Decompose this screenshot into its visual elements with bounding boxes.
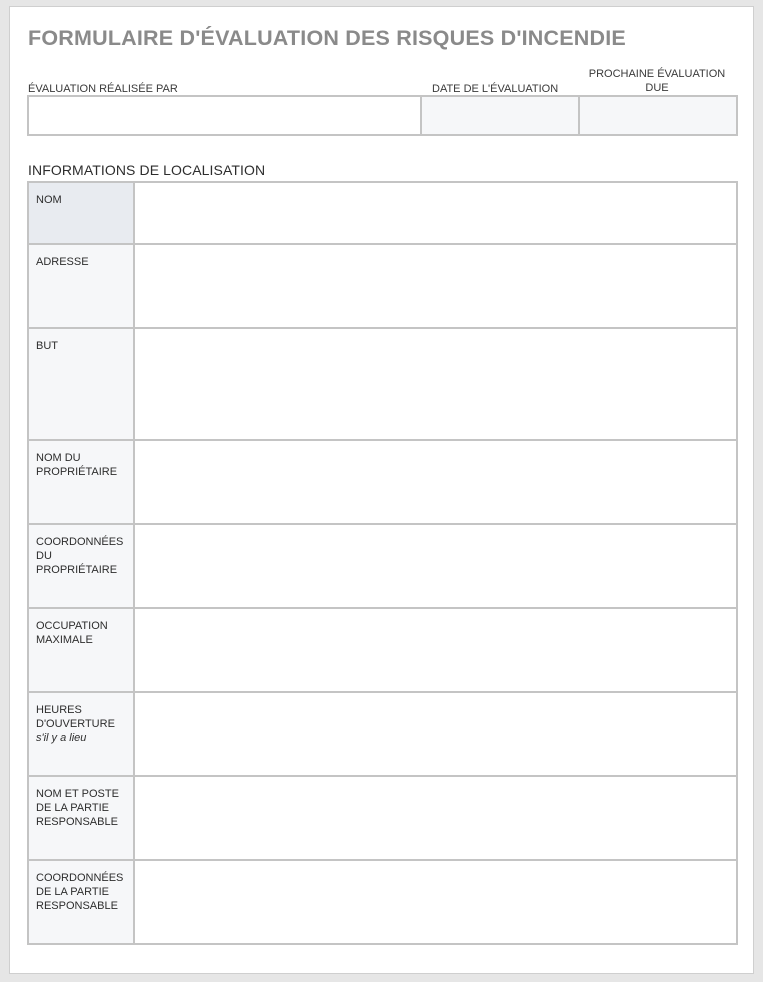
location-row-max-occupancy <box>29 607 736 691</box>
owner-contact-label: COORDONNÉES DU PROPRIÉTAIRE <box>29 525 135 607</box>
location-info-table <box>27 181 738 945</box>
evaluation-performed-by-field[interactable] <box>29 97 422 134</box>
location-purpose-label: BUT <box>29 329 135 439</box>
location-row-address <box>29 243 736 327</box>
max-occupancy-field[interactable] <box>135 609 736 691</box>
responsible-name-label: NOM ET POSTE DE LA PARTIE RESPONSABLE <box>29 777 135 859</box>
evaluation-date-field[interactable] <box>422 97 580 134</box>
location-name-field[interactable] <box>135 183 736 243</box>
opening-hours-label: HEURES D'OUVERTURE s'il y a lieu <box>29 693 135 775</box>
opening-hours-note: s'il y a lieu <box>36 732 87 744</box>
owner-name-field[interactable] <box>135 441 736 523</box>
owner-contact-field[interactable] <box>135 525 736 607</box>
location-address-field[interactable] <box>135 245 736 327</box>
evaluation-info-row <box>27 95 738 136</box>
max-occupancy-label: OCCUPATION MAXIMALE <box>29 609 135 691</box>
owner-name-label: NOM DU PROPRIÉTAIRE <box>29 441 135 523</box>
location-row-owner-contact <box>29 523 736 607</box>
location-row-name <box>29 183 736 243</box>
evaluation-date-label: DATE DE L'ÉVALUATION <box>432 83 559 95</box>
location-row-owner-name <box>29 439 736 523</box>
next-evaluation-due-label: PROCHAINE ÉVALUATION DUE <box>588 68 726 94</box>
responsible-contact-label: COORDONNÉES DE LA PARTIE RESPONSABLE <box>29 861 135 943</box>
form-title: FORMULAIRE D'ÉVALUATION DES RISQUES D'INCENDIE <box>28 26 626 50</box>
evaluation-performed-by-label: ÉVALUATION RÉALISÉE PAR <box>28 83 178 95</box>
location-row-purpose <box>29 327 736 439</box>
location-row-opening-hours <box>29 691 736 775</box>
next-evaluation-due-field[interactable] <box>580 97 736 134</box>
location-purpose-field[interactable] <box>135 329 736 439</box>
responsible-name-field[interactable] <box>135 777 736 859</box>
location-row-responsible-name <box>29 775 736 859</box>
responsible-contact-field[interactable] <box>135 861 736 943</box>
form-page <box>9 6 754 974</box>
location-row-responsible-contact <box>29 859 736 943</box>
location-section-title: INFORMATIONS DE LOCALISATION <box>28 162 266 178</box>
location-name-label: NOM <box>29 183 135 243</box>
opening-hours-field[interactable] <box>135 693 736 775</box>
location-address-label: ADRESSE <box>29 245 135 327</box>
